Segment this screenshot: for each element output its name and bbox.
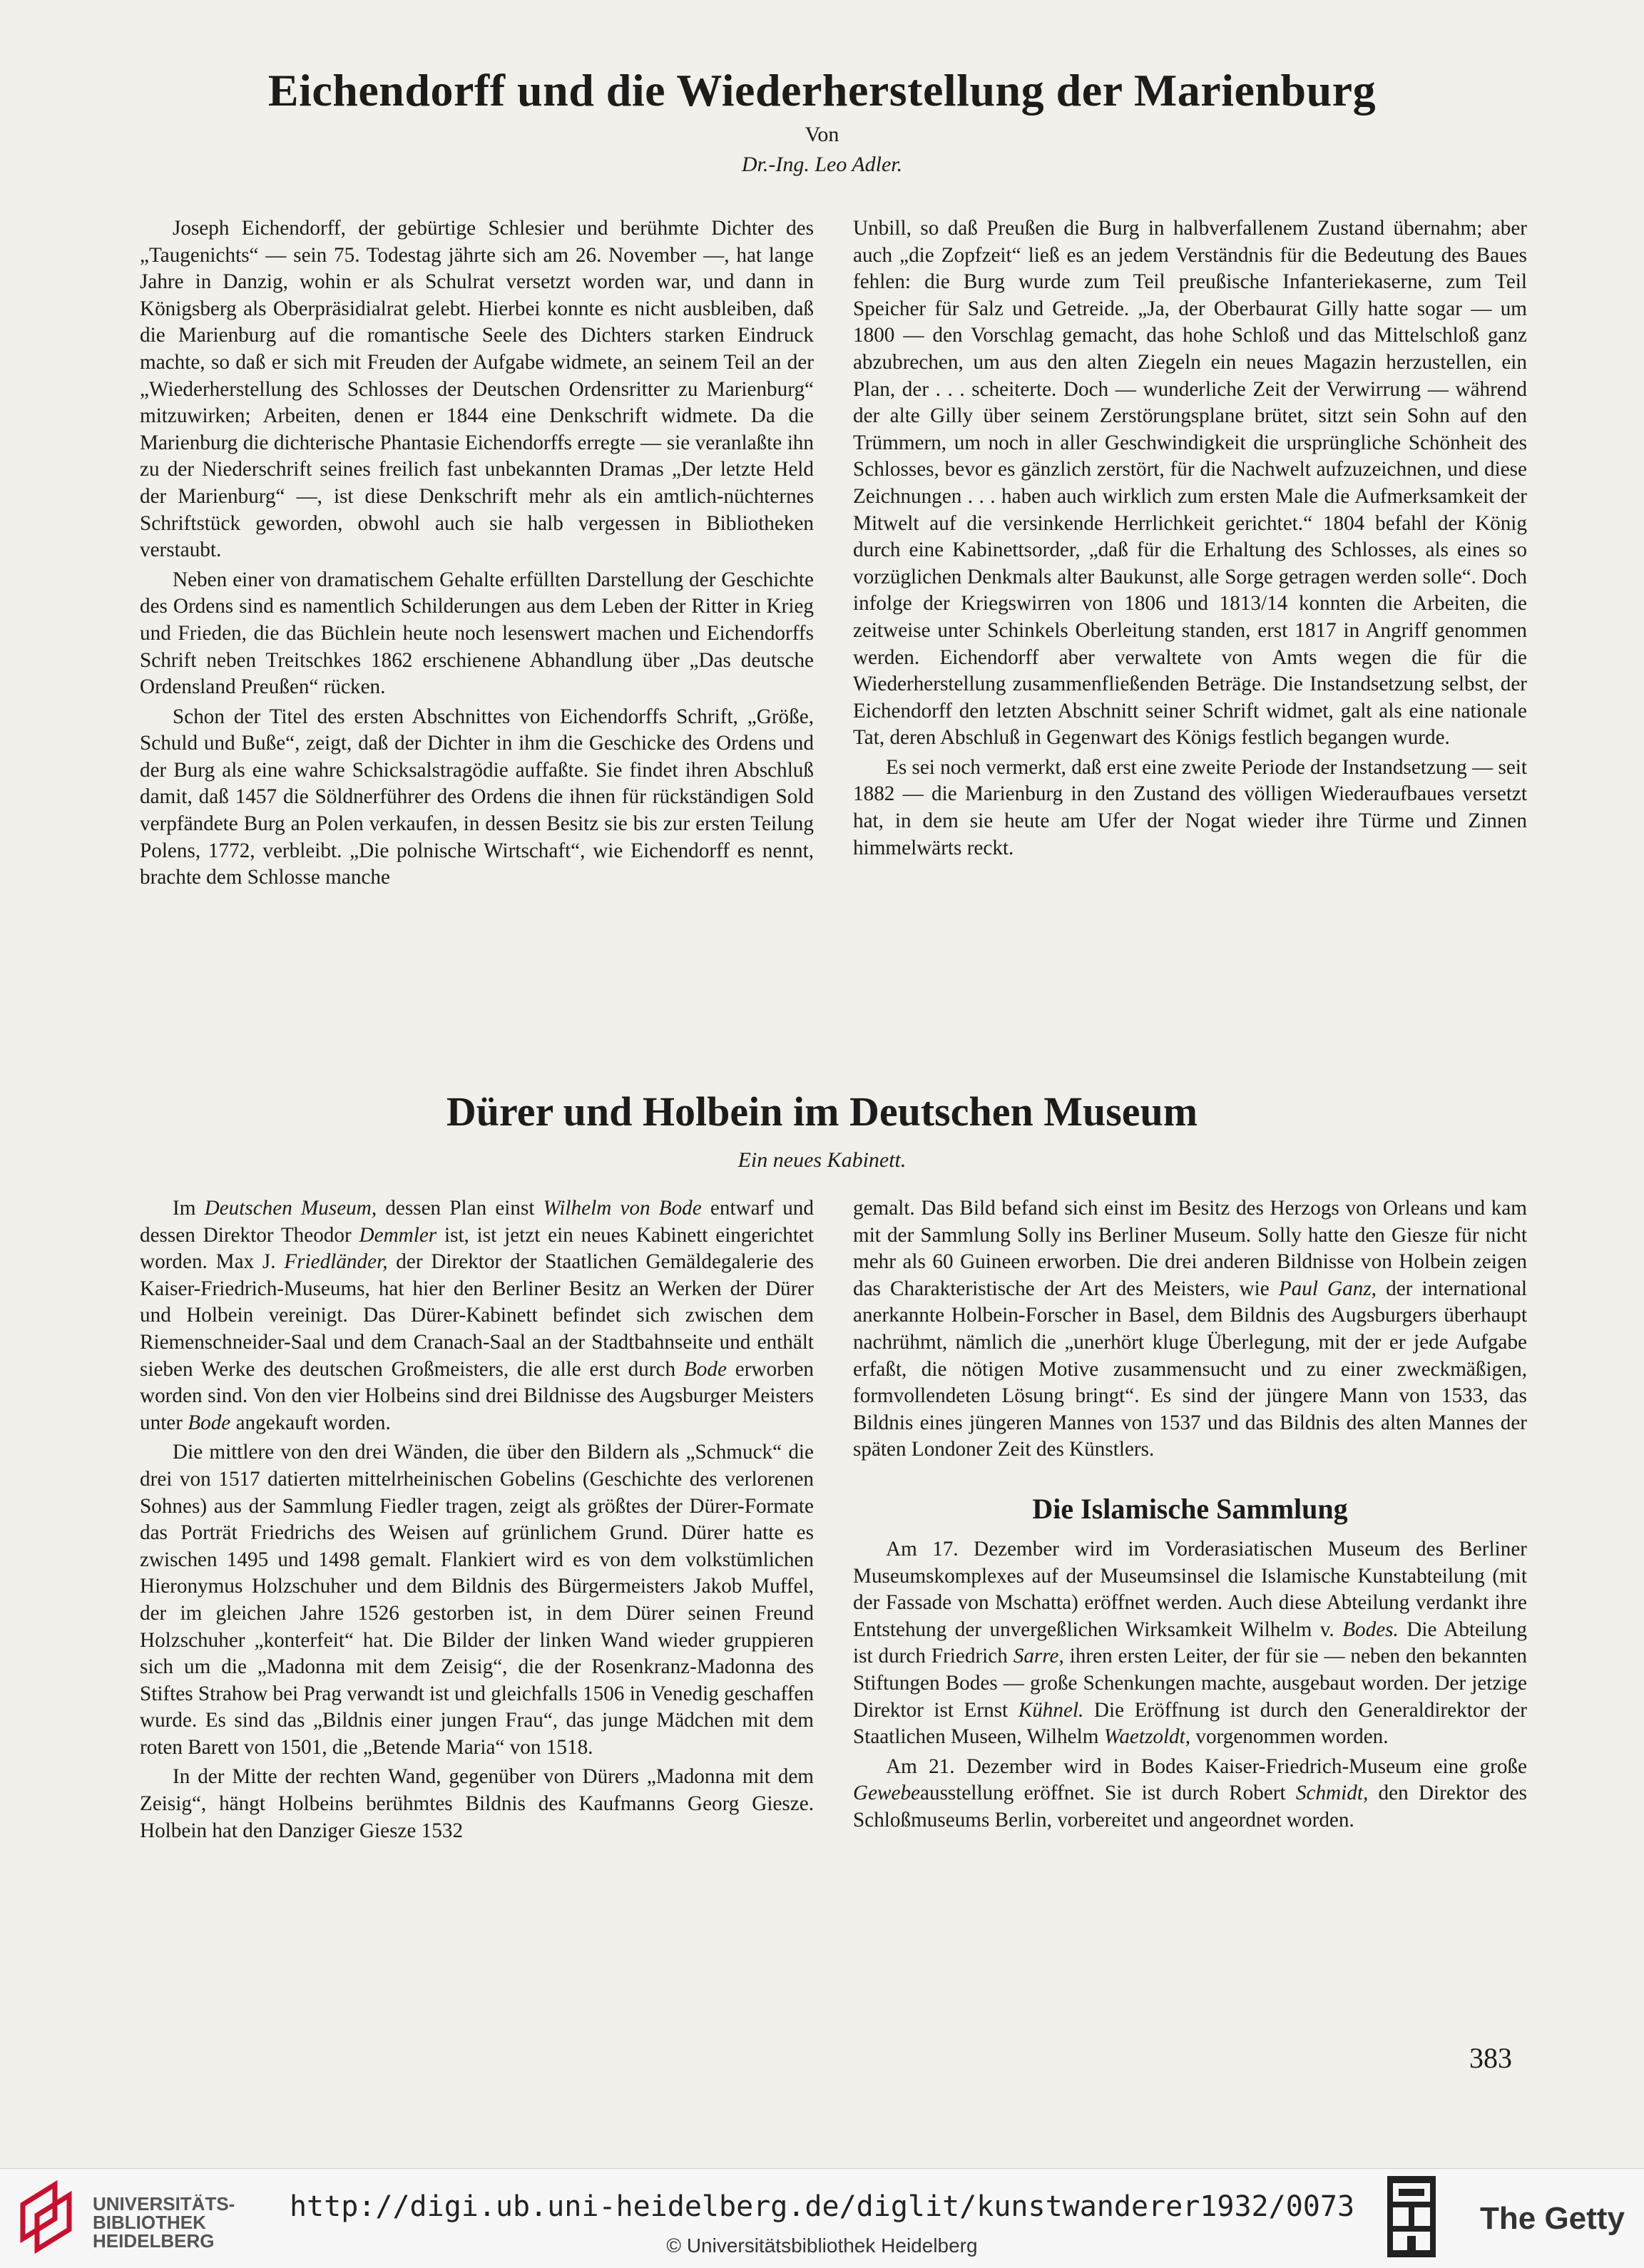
page-number: 383 (1469, 2042, 1512, 2074)
article-subtitle: Ein neues Kabinett. (737, 1148, 907, 1172)
footer-bar (0, 2168, 1644, 2268)
article-title-eichendorff: Eichendorff und die Wiederherstellung der Marienburg (267, 65, 1377, 116)
paragraph: Es sei noch vermerkt, daß erst eine zweite Periode der Instandsetzung — seit 1882 — die Marienburg in den Zustand des völligen Wiederaufbaues versetzt hat, in dem sie heute am Ufer der Nogat wieder ihre Türme und Zinnen himmelwärts reckt. (853, 755, 1527, 859)
getty-logo-icon (1386, 2175, 1437, 2259)
paragraph: gemalt. Das Bild befand sich einst im Besitz des Herzogs von Orleans und kam mit der Sammlung Solly ins Berliner Museum. Solly hatte den Giesze für nicht mehr als 60 Guineen erworben. Die drei anderen Bildnisse von Holbein zeigen das Charakteristische der Art des Meisters, wie Paul Ganz, der international anerkannte Holbein-Forscher in Basel, dem Bildnis des Augsburgers überhaupt nachrühmt, nämlich die „unerhört kluge Überlegung, mit der er jede Aufgabe erfaßt, die nötigen Motive zusammensucht und zu einer zweckmäßigen, formvollendeten Lösung bringt“. Es sind der jüngere Mann von 1533, das Bildnis eines jüngeren Mannes von 1537 und das Bildnis des alten Mannes der späten Londoner Zeit des Künstlers. (853, 1197, 1528, 1461)
copyright-notice: © Universitätsbibliothek Heidelberg (666, 2234, 978, 2257)
article2-left-column (140, 1195, 814, 1844)
paragraph: Neben einer von dramatischem Gehalte erfüllten Darstellung der Geschichte des Ordens sind es namentlich Schilderungen aus dem Leben der Ritter in Krieg und Frieden, die das Büchlein heute noch lesenswert machen und Eichendorffs Schrift neben Treitschkes 1862 erschienene Abhandlung über „Das deutsche Ordensland Preußen“ rücken. (140, 568, 814, 699)
paragraph: Joseph Eichendorff, der gebürtige Schlesier und berühmte Dichter des „Taugenichts“ — sein 75. Todestag jährte sich am 26. November —, hat lange Jahre in Danzig, wohin er als Schulrat versetzt worden war, und dann in Königsberg als Oberpräsidialrat gelebt. Hierbei konnte es nicht ausbleiben, daß die Marienburg auf die romantische Seele des Dichters starken Eindruck machte, so daß er sich mit Freuden der Aufgabe widmete, an seinem Teil an der „Wiederherstellung des Schlosses der Deutschen Ordensritter zu Marienburg“ mitzuwirken; Arbeiten, denen er 1844 eine Denkschrift widmete. Da die Marienburg die dichterische Phantasie Eichendorffs erregte — sie veranlaßte ihn zu der Niederschrift seines freilich fast unbekannten Dramas „Der letzte Held der Marienburg“ —, ist diese Denkschrift mehr als ein amtlich-nüchternes Schriftstück geworden, obwohl auch sie halb vergessen in Bibliotheken verstaubt. (140, 217, 814, 562)
paragraph: Am 17. Dezember wird im Vorderasiatischen Museum des Berliner Museumskomplexes auf der Museumsinsel die Islamische Kunstabteilung (mit der Fassade von Mschatta) eröffnet werden. Auch diese Abteilung verdankt ihre Entstehung der unvergeßlichen Wirksamkeit Wilhelm v. Bodes. Die Abteilung ist durch Friedrich Sarre, ihren ersten Leiter, der für sie — neben den bekannten Stiftungen Bodes — große Schenkungen machte, ausgebaut worden. Der jetzige Direktor ist Ernst Kühnel. Die Eröffnung ist durch den Generaldirektor der Staatlichen Museen, Wilhelm Waetzoldt, vorgenommen worden. (853, 1537, 1527, 1749)
paragraph: Im Deutschen Museum, dessen Plan einst Wilhelm von Bode entwarf und dessen Direktor Theodor Demmler ist, ist jetzt ein neues Kabinett eingerichtet worden. Max J. Friedländer, der Direktor der Staatlichen Gemäldegalerie des Kaiser-Friedrich-Museums, hat hier den Berliner Besitz an Werken der Dürer und Holbein vereinigt. Das Dürer-Kabinett befindet sich zwischen dem Riemenschneider-Saal und dem Cranach-Saal an der Stadtbahnseite und enthält sieben Werke des deutschen Großmeisters, die alle erst durch Bode erworben worden sind. Von den vier Holbeins sind drei Bildnisse des Augsburger Meisters unter Bode angekauft worden. (140, 1197, 815, 1434)
paragraph: Unbill, so daß Preußen die Burg in halbverfallenem Zustand übernahm; aber auch „die Zopfzeit“ ließ es an jedem Verständnis für die Bedeutung des Baues fehlen: die Burg wurde zum Teil preußische Infanteriekaserne, zum Teil Speicher für Salz und Getreide. „Ja, der Oberbaurat Gilly hatte sogar — um 1800 — den Vorschlag gemacht, das hohe Schloß und das Mittelschloß ganz abzubrechen, um aus den alten Ziegeln ein neues Magazin herzustellen, ein Plan, der . . . scheiterte. Doch — wunderliche Zeit der Verwirrung — während der alte Gilly über seinem Zerstörungsplane brütet, sitzt sein Sohn auf den Trümmern, um noch in aller Geschwindigkeit die ursprüngliche Schönheit des Schlosses, bevor es gänzlich zerstört, für die Nachwelt aufzuzeichnen, und diese Zeichnungen . . . haben auch wirklich zum ersten Male die Aufmerksamkeit der Mitwelt auf die versinkende Herrlichkeit gerichtet.“ 1804 befahl der König durch eine Kabinettsorder, „daß für die Erhaltung des Schlosses, als eines so vorzüglichen Denkmals alter Baukunst, alle Sorge getragen werden solle“. Doch infolge der Kriegswirren von 1806 und 1813/14 konnten die Arbeiten, die zeitweise unter Schinkels Oberleitung standen, erst 1817 in Angriff genommen werden. Eichendorff aber verwaltete von Amts wegen die für die Wiederherstellung zusammenfließenden Beträge. Die Instandsetzung selbst, der Eichendorff den letzten Abschnitt seiner Schrift widmet, galt als eine nationale Tat, deren Abschluß in Gegenwart des Königs festlich begangen wurde. (853, 217, 1527, 750)
article1-right-column (853, 215, 1527, 862)
article2-right-column (853, 1195, 1527, 1834)
paragraph: Schon der Titel des ersten Abschnittes von Eichendorffs Schrift, „Größe, Schuld und Buße“, zeigt, daß der Dichter in ihm die Geschicke des Ordens und der Burg als eine wahre Schicksalstragödie auffaßte. Sie findet ihren Abschluß damit, daß 1457 die Söldnerführer des Ordens die ihnen für rückständigen Sold verpfändete Burg an Polen verkaufen, in dessen Besitz sie bis zur ersten Teilung Polens, 1772, verbleibt. „Die polnische Wirtschaft“, wie Eichendorff es nennt, brachte dem Schlosse manche (140, 705, 814, 889)
article1-left-column (140, 215, 814, 892)
article-title-duerer-holbein: Dürer und Holbein im Deutschen Museum (446, 1088, 1198, 1135)
paragraph: In der Mitte der rechten Wand, gegenüber von Dürers „Madonna mit dem Zeisig“, hängt Holbeins berühmtes Bildnis des Kaufmanns Georg Giesze. Holbein hat den Danziger Giesze 1532 (140, 1765, 814, 1842)
permalink-url[interactable]: http://digi.ub.uni-heidelberg.de/diglit/kunstwanderer1932/0073 (289, 2190, 1355, 2223)
byline-author: Dr.-Ing. Leo Adler. (741, 153, 903, 176)
library-name: UNIVERSITÄTS- BIBLIOTHEK HEIDELBERG (93, 2193, 235, 2252)
paragraph: Die mittlere von den drei Wänden, die über den Bildern als „Schmuck“ die drei von 1517 datierten mittelrheinischen Gobelins (Geschichte des verlorenen Sohnes) aus der Sammlung Fiedler tragen, zeigt als größtes der Dürer-Formate das Porträt Friedrichs des Weisen auf grünlichem Grund. Dürer hatte es zwischen 1495 und 1498 gemalt. Flankiert wird es von dem volkstümlichen Hieronymus Holzschuher und dem Bildnis des Bürgermeisters Jakob Muffel, der im gleichen Jahre 1526 gestorben ist, in dem Dürer seinen Freund Holzschuher „konterfeit“ hat. Die Bilder der linken Wand wieder gruppieren sich um die „Madonna mit dem Zeisig“, die der Rosenkranz-Madonna des Stiftes Strahow bei Prag verwandt ist und gleichfalls 1506 in Venedig geschaffen wurde. Es sind das „Bildnis einer jungen Frau“, das junge Mädchen mit dem roten Barett von 1501, die „Betende Maria“ von 1518. (140, 1441, 814, 1759)
byline-von: Von (805, 123, 839, 146)
paragraph: Am 21. Dezember wird in Bodes Kaiser-Friedrich-Museum eine große Gewebeausstellung eröffnet. Sie ist durch Robert Schmidt, den Direktor des Schloßmuseums Berlin, vorbereitet und angeordnet worden. (853, 1754, 1528, 1832)
article-title-islamische-sammlung: Die Islamische Sammlung (1032, 1492, 1348, 1525)
getty-name: The Getty (1480, 2201, 1625, 2236)
